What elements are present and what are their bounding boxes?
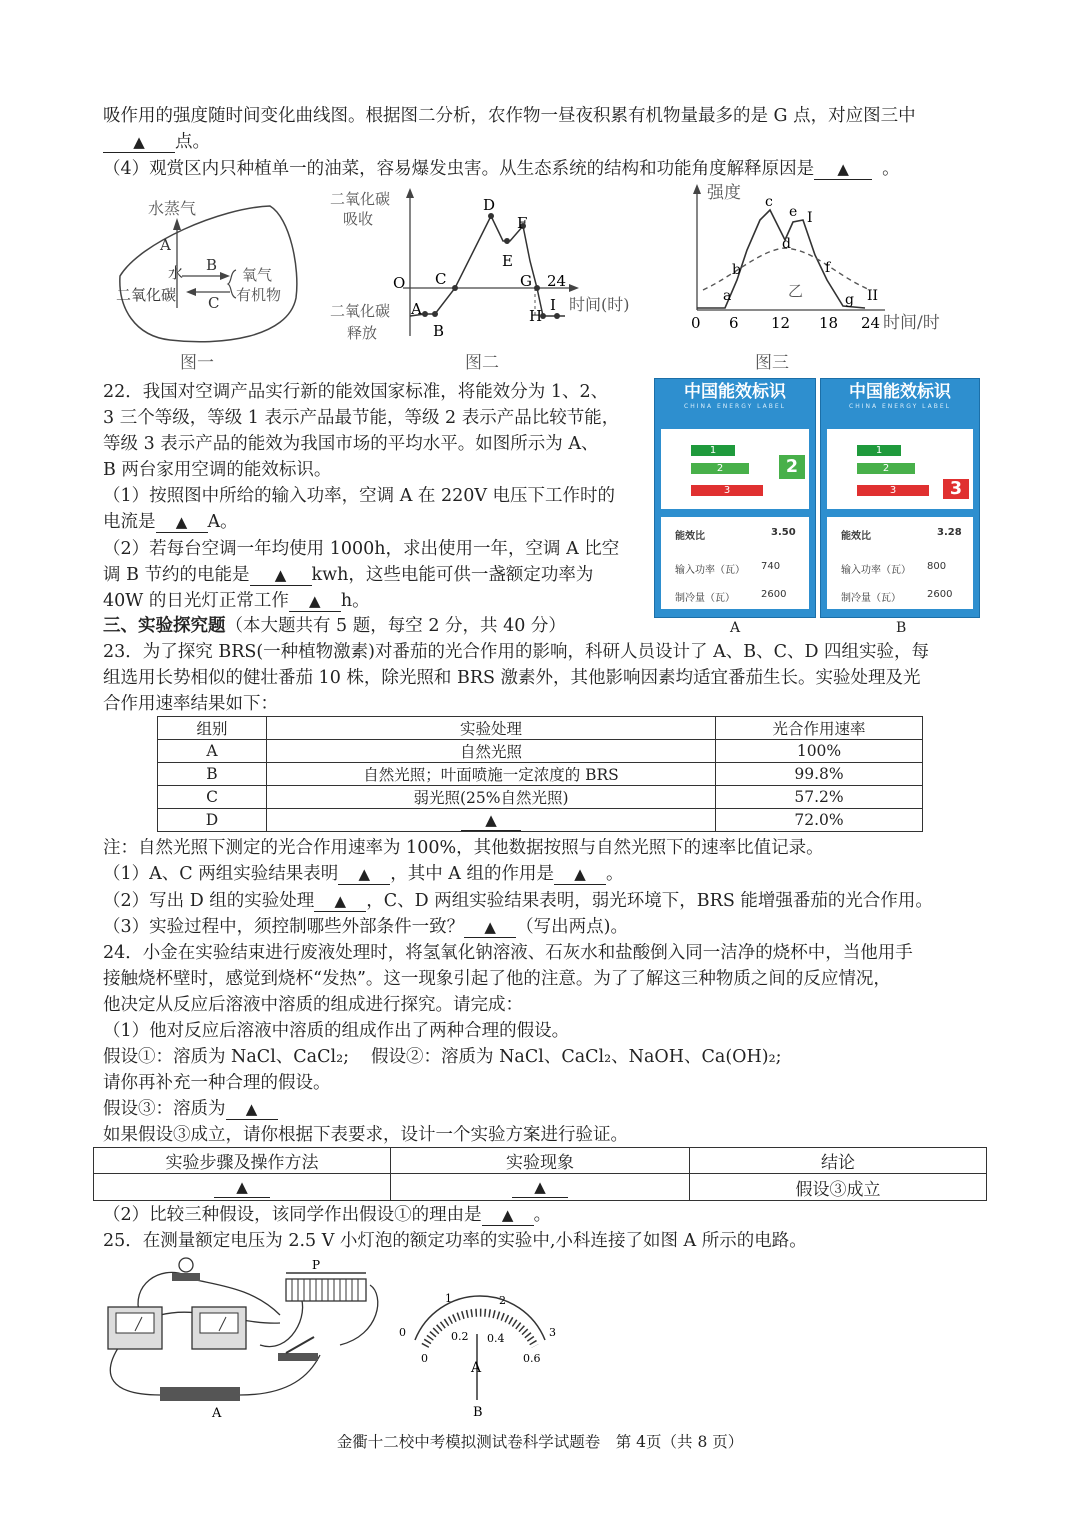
svg-text:18: 18 [819, 314, 839, 332]
q23-note: 注：自然光照下测定的光合作用速率为 100%，其他数据按照与自然光照下的速率比值记录。 [103, 838, 824, 858]
q24-line8: 如果假设③成立，请你根据下表要求，设计一个实验方案进行验证。 [103, 1125, 628, 1145]
caption-fig2: 图二 [465, 353, 499, 373]
caption-meter-b: B [473, 1405, 483, 1420]
svg-text:A: A [160, 236, 171, 254]
table-row: C 弱光照(25%自然光照) 57.2% [158, 786, 923, 809]
svg-text:E: E [502, 252, 513, 270]
svg-text:二氧化碳: 二氧化碳 [330, 302, 391, 320]
q21-q4: （4）观赏区内只种植单一的油菜，容易爆发虫害。从生态系统的结构和功能角度解释原因是 ▲ 。 [103, 159, 900, 179]
q23-sub2: （2）写出 D 组的实验处理 ▲ ，C、D 两组实验结果表明，弱光环境下，BRS 能增强番茄的光合作用。 [103, 891, 933, 911]
q22-line3: 等级 3 表示产品的能效为我国市场的平均水平。如图所示为 A、 [103, 434, 599, 454]
svg-text:P: P [312, 1258, 321, 1272]
energy-label-b: 中国能效标识 CHINA ENERGY LABEL 1 2 3 3 能效比 3.28 输入功率（瓦） 800 制冷量（瓦） 2600 [820, 378, 980, 618]
caption-label-b: B [896, 620, 907, 636]
page-footer: 金衢十二校中考模拟测试卷科学试题卷 第 4页（共 8 页） [336, 1433, 744, 1451]
svg-text:3: 3 [549, 1326, 556, 1339]
svg-text:D: D [483, 196, 496, 214]
circuit-figure-a [100, 1255, 400, 1425]
svg-text:I: I [807, 210, 813, 226]
svg-text:时间/时: 时间/时 [883, 313, 940, 333]
q23-line2: 组选用长势相似的健壮番茄 10 株，除光照和 BRS 激素外，其他影响因素均适宜番茄生长。实验处理及光 [103, 668, 921, 688]
label-steam: 水蒸气 [148, 199, 197, 218]
caption-fig3: 图三 [755, 353, 789, 373]
q23-line3: 合作用速率结果如下： [103, 694, 278, 714]
answer-blank[interactable]: ▲ [103, 132, 175, 153]
svg-text:II: II [867, 288, 879, 304]
svg-text:氧气: 氧气 [242, 266, 273, 284]
switch-icon [278, 1353, 318, 1361]
answer-blank[interactable]: ▲ [214, 1177, 270, 1198]
svg-text:0.4: 0.4 [487, 1332, 505, 1345]
meter-figure-b [395, 1290, 565, 1420]
svg-text:A: A [411, 300, 422, 318]
svg-text:B: B [433, 322, 445, 340]
svg-text:二氧化碳: 二氧化碳 [330, 190, 391, 208]
answer-blank[interactable]: ▲ [512, 1177, 568, 1198]
svg-text:吸收: 吸收 [343, 210, 374, 228]
table-row: ▲ ▲ 假设③成立 [94, 1174, 987, 1201]
svg-text:0: 0 [691, 314, 701, 332]
svg-text:g: g [845, 292, 854, 308]
svg-text:e: e [789, 204, 798, 220]
q23-sub3: （3）实验过程中，须控制哪些外部条件一致？ ▲ （写出两点)。 [103, 917, 628, 937]
q24-hypotheses: 假设①：溶质为 NaCl、CaCl₂; 假设②：溶质为 NaCl、CaCl₂、NaOH、Ca(OH)₂; [103, 1047, 782, 1067]
q22-line9: 40W 的日光灯正常工作 ▲ h。 [103, 591, 370, 611]
section-3-heading: 三、实验探究题（本大题共有 5 题，每空 2 分，共 40 分） [103, 616, 566, 636]
table-row: D ▲ 72.0% [158, 809, 923, 832]
q24-line6: 请你再补充一种合理的假设。 [103, 1073, 331, 1093]
answer-blank[interactable]: ▲ [226, 1099, 278, 1120]
answer-blank[interactable]: ▲ [289, 591, 341, 612]
svg-text:二氧化碳: 二氧化碳 [116, 286, 177, 304]
svg-text:强度: 强度 [707, 183, 741, 203]
svg-text:C: C [208, 294, 220, 312]
answer-blank[interactable]: ▲ [464, 917, 516, 938]
svg-text:0: 0 [421, 1352, 428, 1365]
q22-line4: B 两台家用空调的能效标识。 [103, 460, 332, 480]
svg-text:水: 水 [168, 264, 184, 282]
answer-blank[interactable]: ▲ [338, 864, 390, 885]
svg-text:F: F [517, 214, 528, 232]
q24-hyp3: 假设③：溶质为 ▲ [103, 1097, 278, 1121]
q21-line1: 吸作用的强度随时间变化曲线图。根据图二分析，农作物一昼夜积累有机物量最多的是 G 点，对应图三中 [103, 106, 916, 126]
svg-text:2: 2 [499, 1294, 506, 1307]
svg-text:0.2: 0.2 [451, 1330, 469, 1343]
svg-text:G: G [520, 272, 532, 290]
svg-text:时间(时): 时间(时) [569, 295, 630, 314]
svg-text:I: I [550, 296, 556, 314]
bulb-icon [179, 1258, 193, 1272]
q25-line1: 25．在测量额定电压为 2.5 V 小灯泡的额定功率的实验中,小科连接了如图 A 所示的电路。 [103, 1231, 807, 1251]
svg-text:C: C [435, 270, 447, 288]
energy-label-a: 中国能效标识 CHINA ENERGY LABEL 1 2 3 2 能效比 3.50 输入功率（瓦） 740 制冷量（瓦） 2600 [654, 378, 816, 618]
q24-sub2: （2）比较三种假设，该同学作出假设①的理由是 ▲ 。 [103, 1205, 552, 1225]
svg-text:f: f [825, 260, 831, 276]
grade-badge: 3 [943, 479, 969, 499]
svg-text:c: c [765, 194, 773, 210]
svg-text:0.6: 0.6 [523, 1352, 541, 1365]
q23-sub1: （1）A、C 两组实验结果表明 ▲ ，其中 A 组的作用是 ▲ 。 [103, 864, 624, 884]
q24-line3: 他决定从反应后溶液中溶质的组成进行探究。请完成： [103, 995, 523, 1015]
caption-fig1: 图一 [180, 353, 214, 373]
q22-line6: 电流是 ▲ A。 [103, 512, 238, 532]
svg-text:a: a [723, 288, 732, 304]
svg-text:A: A [471, 1360, 482, 1376]
q24-line2: 接触烧杯壁时，感觉到烧杯“发热”。这一现象引起了他的注意。为了了解这三种物质之间的反应情况， [103, 969, 891, 989]
svg-text:释放: 释放 [347, 324, 378, 342]
q23-line1: 23．为了探究 BRS(一种植物激素)对番茄的光合作用的影响，科研人员设计了 A、B、C、D 四组实验，每 [103, 642, 930, 662]
svg-text:H: H [529, 307, 543, 325]
svg-text:d: d [782, 236, 791, 252]
svg-text:24: 24 [547, 272, 567, 290]
q22-line8: 调 B 节约的电能是 ▲ kwh，这些电能可供一盏额定功率为 [103, 565, 594, 585]
battery-icon [160, 1387, 240, 1401]
figure-2-graph [325, 186, 645, 376]
q24-line4: （1）他对反应后溶液中溶质的组成作出了两种合理的假设。 [103, 1021, 570, 1041]
q22-line5: （1）按照图中所给的输入功率，空调 A 在 220V 电压下工作时的 [103, 486, 616, 506]
answer-blank[interactable]: ▲ [250, 565, 312, 586]
svg-text:0: 0 [399, 1326, 406, 1339]
svg-text:O: O [393, 274, 406, 292]
grade-badge: 2 [779, 455, 805, 479]
answer-blank[interactable]: ▲ [314, 891, 366, 912]
svg-text:1: 1 [445, 1292, 452, 1305]
answer-blank[interactable]: ▲ [814, 159, 872, 180]
table-row: A 自然光照 100% [158, 740, 923, 763]
figure-1-leaf [100, 188, 320, 373]
caption-circuit-a: A [212, 1406, 222, 1421]
q24-table: 实验步骤及操作方法 实验现象 结论 ▲ ▲ 假设③成立 [93, 1147, 987, 1201]
svg-text:乙: 乙 [788, 282, 804, 300]
q22-line1: 22．我国对空调产品实行新的能效国家标准，将能效分为 1、2、 [103, 382, 609, 402]
figure-3-graph [685, 180, 975, 376]
q22-line7: （2）若每台空调一年均使用 1000h，求出使用一年，空调 A 比空 [103, 539, 620, 559]
svg-text:24: 24 [861, 314, 881, 332]
answer-blank[interactable]: ▲ [156, 512, 208, 533]
answer-blank[interactable]: ▲ [482, 1205, 534, 1226]
answer-blank[interactable]: ▲ [461, 810, 521, 831]
svg-text:6: 6 [729, 314, 739, 332]
svg-text:12: 12 [771, 314, 791, 332]
caption-label-a: A [730, 620, 741, 636]
q22-line2: 3 三个等级，等级 1 表示产品最节能，等级 2 表示产品比较节能， [103, 408, 620, 428]
table-row: B 自然光照；叶面喷施一定浓度的 BRS 99.8% [158, 763, 923, 786]
svg-text:B: B [206, 256, 218, 274]
q21-line2: ▲ 点。 [103, 130, 210, 154]
q24-line1: 24．小金在实验结束进行废液处理时，将氢氧化钠溶液、石灰水和盐酸倒入同一洁净的烧杯中，当他用手 [103, 943, 913, 963]
q23-table: 组别 实验处理 光合作用速率 A 自然光照 100% B 自然光照；叶面喷施一定浓度的 BRS 99.8% C 弱光照(25%自然光照) 57.2% D ▲ 72.0% [157, 716, 923, 832]
svg-text:有机物: 有机物 [236, 286, 282, 304]
answer-blank[interactable]: ▲ [554, 864, 606, 885]
svg-text:b: b [732, 262, 741, 278]
